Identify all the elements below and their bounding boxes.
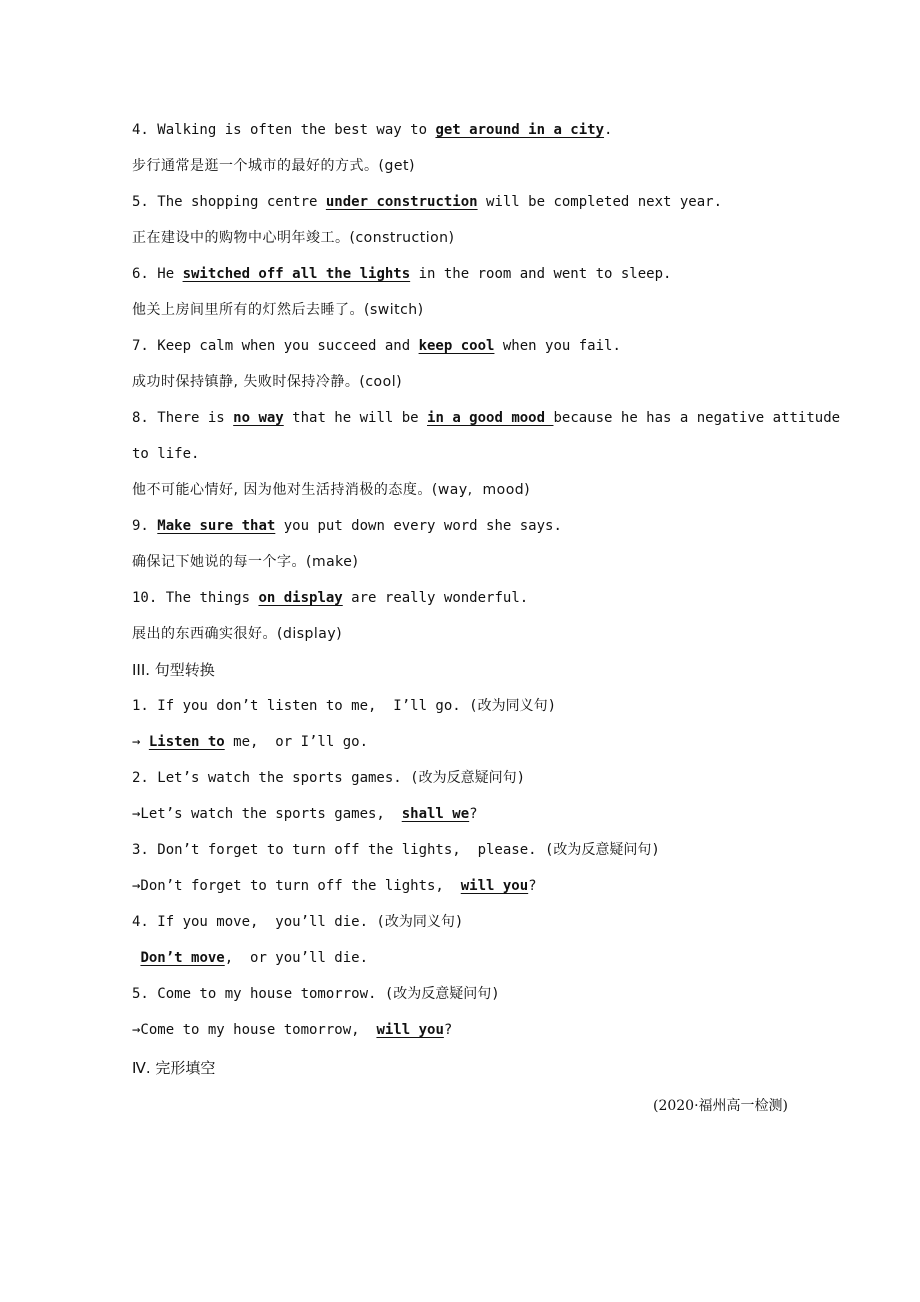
item-5-en: 5. The shopping centre under construction will be completed next year. bbox=[132, 194, 723, 210]
item-9-en: 9. Make sure that you put down every word she says. bbox=[132, 518, 562, 534]
s3-q4: 4. If you move, you’ll die. (改为同义句) bbox=[132, 914, 464, 930]
item-8-en-cont: to life. bbox=[132, 446, 200, 462]
answer-blank: on display bbox=[258, 590, 343, 606]
answer-blank: Make sure that bbox=[157, 518, 276, 534]
answer-blank: will you bbox=[460, 878, 529, 894]
answer-blank: Listen to bbox=[148, 734, 225, 750]
answer-blank: Don’t move bbox=[140, 950, 225, 966]
item-4-en: 4. Walking is often the best way to get around in a city. bbox=[132, 122, 613, 138]
item-8-cn: 他不可能心情好, 因为他对生活持消极的态度。(way, mood) bbox=[132, 482, 531, 498]
s3-q3: 3. Don’t forget to turn off the lights, please. (改为反意疑问句) bbox=[132, 842, 660, 858]
s3-q1: 1. If you don’t listen to me, I’ll go. (改为同义句) bbox=[132, 698, 557, 714]
s3-q2: 2. Let’s watch the sports games. (改为反意疑问句) bbox=[132, 770, 526, 786]
answer-blank: under construction bbox=[325, 194, 478, 210]
item-7-en: 7. Keep calm when you succeed and keep cool when you fail. bbox=[132, 338, 621, 354]
section-3-title: III. 句型转换 bbox=[132, 661, 215, 679]
answer-blank: shall we bbox=[401, 806, 470, 822]
s3-a5: →Come to my house tomorrow, will you? bbox=[132, 1022, 453, 1038]
section-4-title: Ⅳ. 完形填空 bbox=[132, 1059, 216, 1077]
answer-blank: get around in a city bbox=[435, 122, 605, 138]
item-6-cn: 他关上房间里所有的灯然后去睡了。(switch) bbox=[132, 302, 424, 318]
source-note: (2020·福州高一检测) bbox=[652, 1098, 788, 1114]
item-10-en: 10. The things on display are really wonderful. bbox=[132, 590, 529, 606]
s3-a1: → Listen to me, or I’ll go. bbox=[132, 734, 369, 750]
answer-blank: no way bbox=[233, 410, 284, 426]
item-6-en: 6. He switched off all the lights in the room and went to sleep. bbox=[132, 266, 672, 282]
answer-blank: keep cool bbox=[418, 338, 495, 354]
s3-a4: Don’t move, or you’ll die. bbox=[140, 950, 369, 966]
item-9-cn: 确保记下她说的每一个字。(make) bbox=[132, 554, 359, 570]
s3-q5: 5. Come to my house tomorrow. (改为反意疑问句) bbox=[132, 986, 500, 1002]
item-5-cn: 正在建设中的购物中心明年竣工。(construction) bbox=[132, 230, 455, 246]
item-7-cn: 成功时保持镇静, 失败时保持冷静。(cool) bbox=[132, 374, 403, 390]
item-4-cn: 步行通常是逛一个城市的最好的方式。(get) bbox=[132, 158, 415, 174]
item-10-cn: 展出的东西确实很好。(display) bbox=[132, 626, 343, 642]
answer-blank-2: in a good mood bbox=[427, 410, 554, 426]
answer-blank: switched off all the lights bbox=[182, 266, 411, 282]
item-8-en: 8. There is no way that he will be in a good mood because he has a negative attitude bbox=[132, 410, 841, 426]
s3-a3: →Don’t forget to turn off the lights, will you? bbox=[132, 878, 537, 894]
answer-blank: will you bbox=[376, 1022, 444, 1038]
s3-a2: →Let’s watch the sports games, shall we? bbox=[132, 806, 478, 822]
